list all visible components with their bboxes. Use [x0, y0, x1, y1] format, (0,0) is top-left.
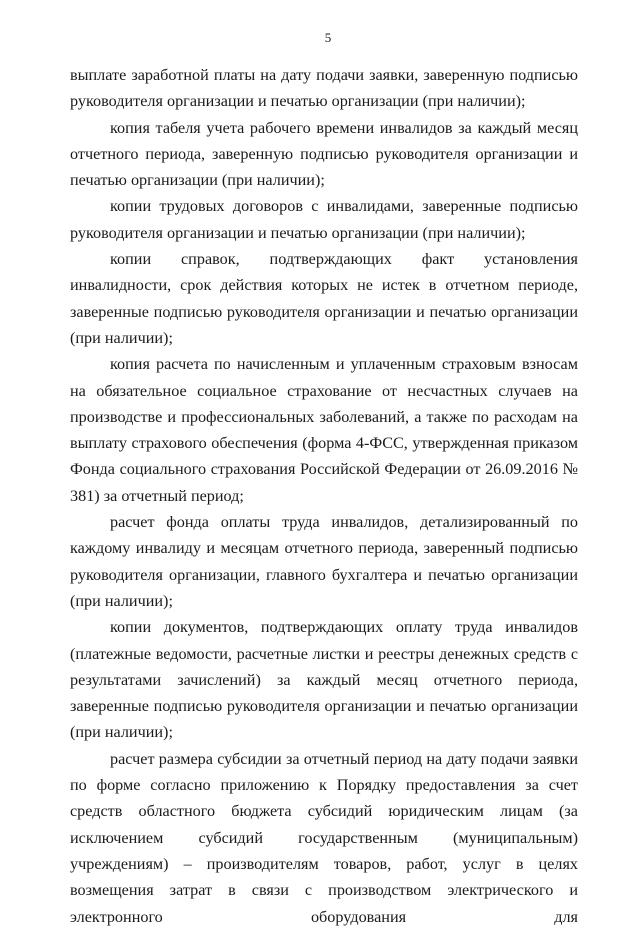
paragraph-4: копии справок, подтверждающих факт установления инвалидности, срок действия которых не истек в отчетном периоде, заверенные подписью руководителя организации и печатью организации (при наличии);	[70, 250, 578, 347]
paragraph-8: расчет размера субсидии за отчетный период на дату подачи заявки по форме согласно приложению к Порядку предоставления за счет средств областного бюджета субсидий юридическим лицам (за исключением субсидий государственным (муниципальным) учреждениям) – производителям товаров, работ, услуг в целях возмещения затрат в связи с производством электрического и электронного оборудования для	[70, 749, 578, 926]
paragraph-2: копия табеля учета рабочего времени инвалидов за каждый месяц отчетного периода, заверенную подписью руководителя организации и печатью организации (при наличии);	[70, 118, 578, 190]
page-number: 5	[324, 30, 332, 45]
paragraph-3: копии трудовых договоров с инвалидами, заверенные подписью руководителя организации и печатью организации (при наличии);	[70, 197, 578, 242]
paragraph-6: расчет фонда оплаты труда инвалидов, детализированный по каждому инвалиду и месяцам отчетного периода, заверенный подписью руководителя организации, главного бухгалтера и печатью организации (при наличии);	[70, 513, 578, 610]
paragraph-1: выплате заработной платы на дату подачи заявки, заверенную подписью руководителя организации и печатью организации (при наличии);	[70, 66, 578, 111]
paragraph-7: копии документов, подтверждающих оплату труда инвалидов (платежные ведомости, расчетные листки и реестры денежных средств с результатами зачислений) за каждый месяц отчетного периода, заверенные подписью руководителя организации и печатью организации (при наличии);	[70, 618, 578, 742]
paragraph-5: копия расчета по начисленным и уплаченным страховым взносам на обязательное социальное страхование от несчастных случаев на производстве и профессиональных заболеваний, а также по расходам на выплату страхового обеспечения (форма 4-ФСС, утвержденная приказом Фонда социального страхования Российской Федерации от 26.09.2016 № 381) за отчетный период;	[70, 355, 578, 505]
